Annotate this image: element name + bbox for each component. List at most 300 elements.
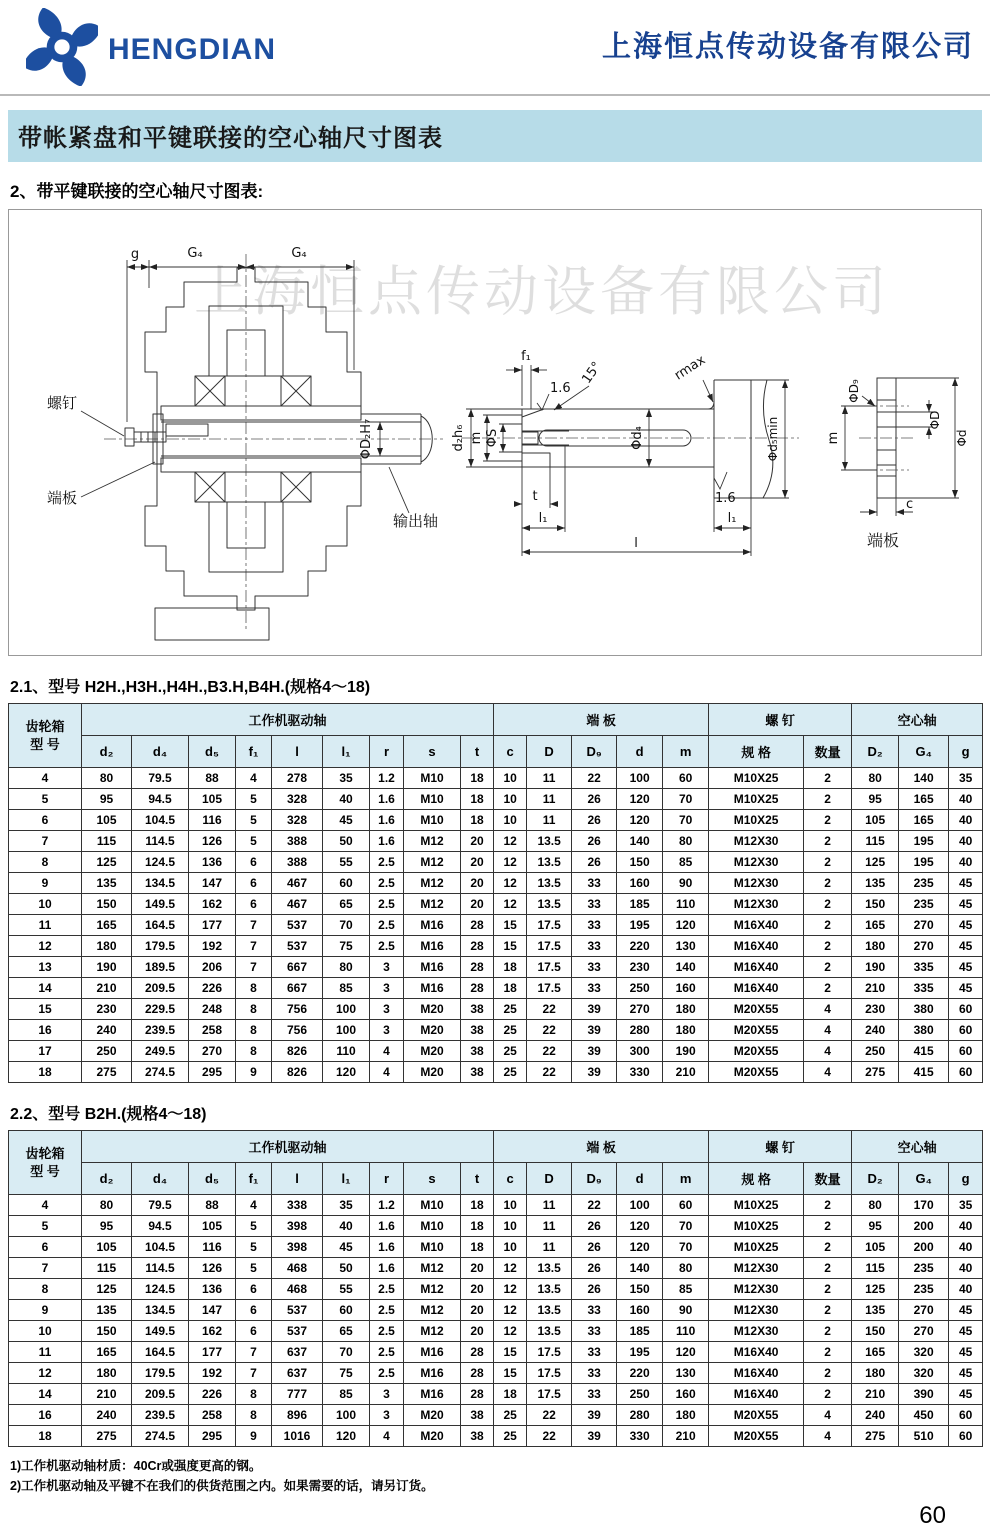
column-group-header: 空心轴: [852, 1131, 983, 1163]
table-cell: 248: [189, 999, 236, 1020]
table-cell: 12: [494, 831, 527, 852]
table-cell: 149.5: [132, 894, 189, 915]
table-cell: 160: [663, 978, 709, 999]
table-cell: 270: [899, 1321, 949, 1342]
table-cell: 320: [899, 1363, 949, 1384]
table-cell: 1.6: [370, 1258, 404, 1279]
table-cell: 2.5: [370, 1279, 404, 1300]
table-cell: 95: [82, 789, 132, 810]
table-cell: 13.5: [527, 1279, 572, 1300]
table-cell: 4: [804, 1041, 852, 1062]
table-cell: 300: [617, 1041, 663, 1062]
table-cell: 210: [82, 978, 132, 999]
table-cell: 100: [323, 999, 370, 1020]
column-header: D₂: [852, 736, 899, 768]
table-cell: 6: [236, 1300, 272, 1321]
table-cell: M10: [404, 1216, 461, 1237]
table-cell: 33: [572, 873, 617, 894]
table-cell: 2: [804, 1300, 852, 1321]
table-cell: 39: [572, 1062, 617, 1083]
dim-label-phi-d-cap: ΦD: [928, 410, 942, 430]
table-cell: 20: [461, 1321, 494, 1342]
table-cell: M12: [404, 873, 461, 894]
table-cell: 80: [663, 1258, 709, 1279]
table-cell: 3: [370, 957, 404, 978]
table-cell: 12: [9, 936, 82, 957]
column-header: D₉: [572, 1163, 617, 1195]
table-cell: 33: [572, 915, 617, 936]
table-cell: 3: [370, 1020, 404, 1041]
table-cell: 6: [236, 894, 272, 915]
dim-label-phi-s: ΦS: [485, 428, 500, 448]
column-header: d₂: [82, 1163, 132, 1195]
table-cell: 28: [461, 957, 494, 978]
column-group-header: 工作机驱动轴: [82, 1131, 494, 1163]
table-cell: 2: [804, 957, 852, 978]
table-row: [9, 1195, 983, 1216]
column-header: l: [272, 1163, 323, 1195]
table-cell: 25: [494, 1405, 527, 1426]
column-header: t: [461, 1163, 494, 1195]
dim-label-t: t: [532, 489, 538, 504]
dim-label-g: g: [130, 247, 140, 262]
table-cell: M12X30: [709, 894, 804, 915]
table-cell: 2: [804, 1195, 852, 1216]
table-cell: M12X30: [709, 1279, 804, 1300]
table-cell: 105: [852, 1237, 899, 1258]
table-cell: M20: [404, 1041, 461, 1062]
table-cell: 28: [461, 1363, 494, 1384]
table-cell: 335: [899, 978, 949, 999]
table-cell: 275: [82, 1062, 132, 1083]
table-cell: M10: [404, 789, 461, 810]
table-cell: 55: [323, 852, 370, 873]
table-cell: 15: [494, 1342, 527, 1363]
table-cell: 26: [572, 1237, 617, 1258]
column-header: g: [949, 736, 983, 768]
table-cell: 160: [617, 1300, 663, 1321]
column-header: l₁: [323, 736, 370, 768]
table-cell: 114.5: [132, 1258, 189, 1279]
column-header: d₄: [132, 1163, 189, 1195]
table-cell: 28: [461, 915, 494, 936]
table-cell: 2.5: [370, 936, 404, 957]
table-cell: M12: [404, 1279, 461, 1300]
table-cell: 3: [370, 1405, 404, 1426]
table-cell: 17.5: [527, 1384, 572, 1405]
table-cell: 330: [617, 1062, 663, 1083]
table-cell: 12: [494, 1258, 527, 1279]
table-cell: 11: [527, 1195, 572, 1216]
table-cell: 20: [461, 894, 494, 915]
table-cell: 2.5: [370, 1321, 404, 1342]
table-cell: 195: [899, 852, 949, 873]
table-cell: 320: [899, 1342, 949, 1363]
table-cell: 6: [9, 810, 82, 831]
table-cell: 2.5: [370, 894, 404, 915]
table-cell: 388: [272, 852, 323, 873]
table-cell: M16: [404, 978, 461, 999]
table-cell: 239.5: [132, 1020, 189, 1041]
table-cell: 335: [899, 957, 949, 978]
table-cell: 756: [272, 1020, 323, 1041]
table-cell: 115: [82, 1258, 132, 1279]
table-cell: 270: [899, 1300, 949, 1321]
table-cell: 13.5: [527, 873, 572, 894]
table-cell: 120: [663, 1342, 709, 1363]
table-cell: M12: [404, 1300, 461, 1321]
table-cell: M16X40: [709, 957, 804, 978]
label-end-plate: 端板: [47, 490, 78, 507]
table-cell: 756: [272, 999, 323, 1020]
table-cell: 180: [852, 936, 899, 957]
table-cell: 6: [236, 852, 272, 873]
table-cell: 12: [494, 1321, 527, 1342]
table-cell: 38: [461, 999, 494, 1020]
table-cell: 70: [663, 1216, 709, 1237]
logo: [26, 8, 276, 86]
table-row: [9, 1062, 983, 1083]
table-cell: 100: [617, 1195, 663, 1216]
table-cell: 94.5: [132, 1216, 189, 1237]
table-cell: M10X25: [709, 810, 804, 831]
column-header: r: [370, 736, 404, 768]
table-cell: 5: [236, 1258, 272, 1279]
table-cell: 80: [323, 957, 370, 978]
table-cell: 38: [461, 1041, 494, 1062]
table-row: [9, 1279, 983, 1300]
table-cell: 398: [272, 1237, 323, 1258]
table-cell: 17.5: [527, 915, 572, 936]
table-cell: M20: [404, 1426, 461, 1447]
table-cell: 100: [323, 1405, 370, 1426]
table-cell: 7: [9, 831, 82, 852]
table-cell: 13.5: [527, 894, 572, 915]
table-cell: 179.5: [132, 1363, 189, 1384]
table-cell: 180: [82, 936, 132, 957]
column-header: D₂: [852, 1163, 899, 1195]
table-cell: 13.5: [527, 1258, 572, 1279]
table-cell: 136: [189, 1279, 236, 1300]
table-cell: M10X25: [709, 1195, 804, 1216]
table-cell: 70: [663, 810, 709, 831]
table-cell: 195: [899, 831, 949, 852]
table-cell: 125: [82, 1279, 132, 1300]
table-cell: 275: [852, 1062, 899, 1083]
table-cell: 33: [572, 957, 617, 978]
table-cell: 28: [461, 978, 494, 999]
table-cell: 4: [236, 768, 272, 789]
table-cell: M12: [404, 852, 461, 873]
table-cell: 18: [461, 1195, 494, 1216]
table-cell: 45: [949, 978, 983, 999]
column-header: f₁: [236, 736, 272, 768]
table-cell: 105: [82, 810, 132, 831]
table-cell: 18: [461, 789, 494, 810]
table-cell: 6: [236, 1321, 272, 1342]
table-cell: 65: [323, 1321, 370, 1342]
table-cell: 249.5: [132, 1041, 189, 1062]
table-cell: 70: [663, 1237, 709, 1258]
table-cell: 210: [852, 1384, 899, 1405]
column-header: G₄: [899, 736, 949, 768]
table-cell: 20: [461, 1258, 494, 1279]
table-cell: 510: [899, 1426, 949, 1447]
table-cell: 6: [236, 873, 272, 894]
table-cell: 162: [189, 1321, 236, 1342]
table-cell: 200: [899, 1216, 949, 1237]
table-cell: 45: [949, 957, 983, 978]
table-cell: 8: [236, 1384, 272, 1405]
hengdian-logo-icon: [26, 8, 98, 86]
table-cell: 274.5: [132, 1426, 189, 1447]
table-cell: 239.5: [132, 1405, 189, 1426]
table-cell: 637: [272, 1363, 323, 1384]
table-cell: 40: [323, 1216, 370, 1237]
table-cell: 45: [949, 1363, 983, 1384]
table-cell: 140: [663, 957, 709, 978]
table-cell: 537: [272, 915, 323, 936]
column-header: D: [527, 736, 572, 768]
column-group-header: 螺 钉: [709, 1131, 852, 1163]
table-cell: 35: [323, 768, 370, 789]
table-cell: M20: [404, 1405, 461, 1426]
table-cell: 18: [494, 957, 527, 978]
table-cell: 80: [852, 768, 899, 789]
table-cell: 164.5: [132, 915, 189, 936]
column-header: l₁: [323, 1163, 370, 1195]
table-cell: 45: [323, 810, 370, 831]
table-cell: 20: [461, 852, 494, 873]
table-cell: 16: [9, 1020, 82, 1041]
table-cell: 164.5: [132, 1342, 189, 1363]
table-cell: 100: [617, 768, 663, 789]
table-cell: 18: [461, 1216, 494, 1237]
dim-label-phi-d-small: Φd: [955, 429, 969, 447]
table-cell: 192: [189, 1363, 236, 1384]
table-cell: 328: [272, 789, 323, 810]
table-cell: 180: [663, 999, 709, 1020]
table-row: [9, 852, 983, 873]
table-cell: 226: [189, 1384, 236, 1405]
dim-label-rmax: rmax: [671, 352, 709, 384]
column-header: d: [617, 736, 663, 768]
table-cell: 115: [82, 831, 132, 852]
table-cell: 125: [852, 852, 899, 873]
table-cell: 95: [852, 789, 899, 810]
table-cell: 2: [804, 852, 852, 873]
table-cell: 60: [949, 1426, 983, 1447]
table-cell: 85: [663, 1279, 709, 1300]
table-cell: M12: [404, 894, 461, 915]
column-header: c: [494, 736, 527, 768]
table-cell: 45: [949, 894, 983, 915]
dim-label-d2h6: d₂h₆: [451, 424, 466, 452]
table-cell: 278: [272, 768, 323, 789]
table-cell: 230: [82, 999, 132, 1020]
table-cell: M10: [404, 1237, 461, 1258]
table-cell: 170: [899, 1195, 949, 1216]
table-cell: 1.2: [370, 768, 404, 789]
table-cell: 13: [9, 957, 82, 978]
table-cell: 60: [949, 1020, 983, 1041]
table-cell: M20X55: [709, 1041, 804, 1062]
footnotes: [10, 1456, 990, 1496]
page-title-banner: 带帐紧盘和平键联接的空心轴尺寸图表: [8, 110, 982, 162]
table-cell: 40: [949, 1258, 983, 1279]
table-cell: 896: [272, 1405, 323, 1426]
table-cell: 230: [617, 957, 663, 978]
table-cell: 70: [323, 1342, 370, 1363]
column-header: D: [527, 1163, 572, 1195]
table-cell: 79.5: [132, 1195, 189, 1216]
table-cell: 18: [461, 1237, 494, 1258]
table-cell: 50: [323, 831, 370, 852]
table-cell: 7: [236, 915, 272, 936]
table-row: [9, 831, 983, 852]
table-cell: 17.5: [527, 978, 572, 999]
table-cell: 65: [323, 894, 370, 915]
table-cell: 11: [527, 810, 572, 831]
table-cell: 45: [949, 1342, 983, 1363]
table-cell: 90: [663, 1300, 709, 1321]
table-cell: 667: [272, 957, 323, 978]
table-cell: 10: [494, 1237, 527, 1258]
table-cell: 2: [804, 768, 852, 789]
table-cell: 777: [272, 1384, 323, 1405]
table-cell: 22: [527, 1426, 572, 1447]
table-cell: 1016: [272, 1426, 323, 1447]
table-cell: 177: [189, 915, 236, 936]
table-cell: 55: [323, 1279, 370, 1300]
table-cell: 33: [572, 1342, 617, 1363]
table-cell: M16X40: [709, 1363, 804, 1384]
table-row: [9, 1300, 983, 1321]
table-cell: 38: [461, 1020, 494, 1041]
column-header: d₂: [82, 736, 132, 768]
table-cell: 2: [804, 894, 852, 915]
table-cell: 13.5: [527, 1321, 572, 1342]
table-cell: 165: [899, 789, 949, 810]
table-cell: 16: [9, 1405, 82, 1426]
table-cell: 275: [852, 1426, 899, 1447]
table-cell: 38: [461, 1062, 494, 1083]
table-cell: 180: [663, 1405, 709, 1426]
spec-table-1: [8, 703, 983, 1083]
table-cell: 1.2: [370, 1195, 404, 1216]
table-row: [9, 1426, 983, 1447]
table-cell: 165: [852, 915, 899, 936]
column-header: m: [663, 736, 709, 768]
table-cell: 22: [527, 999, 572, 1020]
table-cell: 85: [323, 978, 370, 999]
table-cell: 134.5: [132, 873, 189, 894]
spec-table-2: [8, 1130, 983, 1447]
table-cell: 79.5: [132, 768, 189, 789]
table-cell: 250: [852, 1041, 899, 1062]
table-cell: 35: [949, 1195, 983, 1216]
table-cell: 35: [949, 768, 983, 789]
table-cell: 280: [617, 1405, 663, 1426]
table-cell: 45: [949, 873, 983, 894]
table-cell: 2: [804, 810, 852, 831]
dim-label-l: l: [634, 536, 638, 551]
table-cell: 124.5: [132, 852, 189, 873]
table-cell: 39: [572, 1020, 617, 1041]
table-cell: M16: [404, 957, 461, 978]
table-row: [9, 1258, 983, 1279]
table-cell: 2: [804, 915, 852, 936]
table-cell: 1.6: [370, 1237, 404, 1258]
label-screw: 螺钉: [47, 395, 78, 412]
table-cell: 235: [899, 1258, 949, 1279]
table-cell: 450: [899, 1405, 949, 1426]
table-cell: 38: [461, 1405, 494, 1426]
table-cell: 45: [323, 1237, 370, 1258]
table-cell: 10: [494, 1216, 527, 1237]
table-cell: 4: [370, 1041, 404, 1062]
column-header: 规 格: [709, 1163, 804, 1195]
table-cell: 22: [527, 1062, 572, 1083]
table-cell: 39: [572, 1426, 617, 1447]
dim-label-phi-d9: ΦD₉: [847, 379, 861, 403]
table-cell: M12X30: [709, 1258, 804, 1279]
column-header: G₄: [899, 1163, 949, 1195]
table-cell: 20: [461, 831, 494, 852]
table-cell: 17: [9, 1041, 82, 1062]
page-header: [0, 0, 990, 96]
column-header-model: 齿轮箱 型 号: [9, 704, 82, 768]
table-cell: 200: [899, 1237, 949, 1258]
dim-label-phi-d5min: Φd₅min: [766, 416, 780, 462]
column-header: d₄: [132, 736, 189, 768]
table-cell: 235: [899, 873, 949, 894]
table-cell: 467: [272, 894, 323, 915]
table-cell: 135: [82, 1300, 132, 1321]
column-header: s: [404, 1163, 461, 1195]
table-cell: 120: [617, 810, 663, 831]
table-cell: 10: [494, 1195, 527, 1216]
table-row: [9, 1384, 983, 1405]
table-cell: 206: [189, 957, 236, 978]
table-cell: 2: [804, 789, 852, 810]
table-cell: 22: [527, 1405, 572, 1426]
table-cell: 94.5: [132, 789, 189, 810]
dim-label-c: c: [906, 497, 914, 512]
table-cell: 235: [899, 1279, 949, 1300]
table-cell: 467: [272, 873, 323, 894]
table-cell: 60: [949, 999, 983, 1020]
table-cell: 17.5: [527, 936, 572, 957]
table-cell: 826: [272, 1062, 323, 1083]
table-cell: 33: [572, 1300, 617, 1321]
table-cell: 17.5: [527, 957, 572, 978]
table-cell: 40: [323, 789, 370, 810]
table-cell: 26: [572, 831, 617, 852]
table-cell: 20: [461, 873, 494, 894]
table-cell: 11: [527, 1216, 572, 1237]
table-cell: 270: [899, 915, 949, 936]
table-cell: 125: [852, 1279, 899, 1300]
table-cell: M12: [404, 1258, 461, 1279]
drawing-svg: [9, 210, 981, 655]
table-cell: 190: [663, 1041, 709, 1062]
table-row: [9, 999, 983, 1020]
table-cell: M12X30: [709, 873, 804, 894]
table-cell: 189.5: [132, 957, 189, 978]
table-cell: 5: [9, 789, 82, 810]
table-cell: 5: [236, 789, 272, 810]
